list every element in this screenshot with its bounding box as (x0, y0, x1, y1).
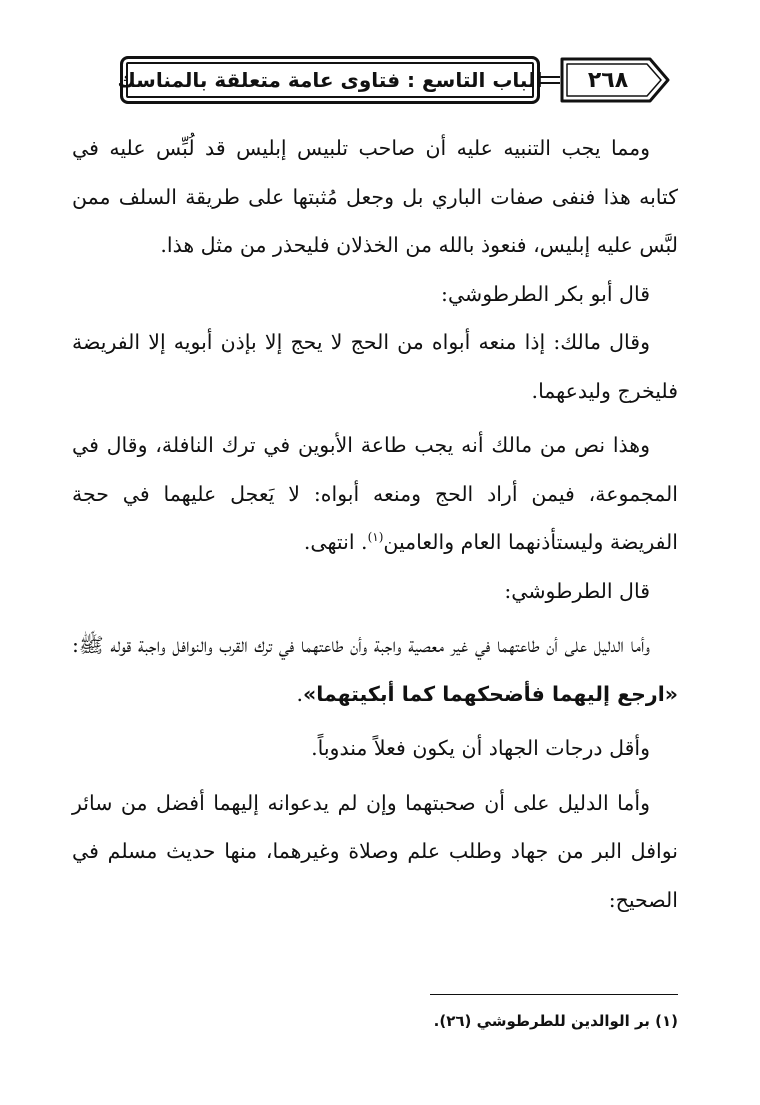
page-number-box (558, 56, 674, 104)
paragraph-4: وهذا نص من مالك أنه يجب طاعة الأبوين في ترك النافلة، وقال في المجموعة، فيمن أراد الحج ومنعه أبواه: لا يَعجل عليهما في حجة الفريضة وليستأذنهما العام والعامين$^{(١)}$. انتهى. (72, 433, 678, 554)
paragraph-6: وأما الدليل على أن طاعتهما في غير معصية واجبة وأن طاعتهما في ترك القرب والنوافل واجبة قوله ﷺ: «ارجع إليهما فأضحكهما كما أبكيتهما». (72, 633, 678, 706)
paragraph-5: قال الطرطوشي: (504, 578, 650, 603)
page-header (117, 56, 676, 108)
header-connector (540, 76, 560, 84)
body-text (72, 124, 678, 924)
paragraph-1: ومما يجب التنبيه عليه أن صاحب تلبيس إبليس قد لُبِّس عليه في كتابه هذا فنفى صفات الباري بل وجعل مُثبتها على طريقة السلف ممن لبَّس عليه إبليس، فنعوذ بالله من الخذلان فليحذر من مثل هذا. (72, 136, 678, 257)
paragraph-2: قال أبو بكر الطرطوشي: (441, 281, 650, 306)
page-number: ٢٦٨ (587, 67, 629, 93)
paragraph-7: وأقل درجات الجهاد أن يكون فعلاً مندوباً. (311, 736, 650, 760)
chapter-title: الباب التاسع : فتاوى عامة متعلقة بالمناسك (117, 68, 543, 92)
footnote-divider (430, 994, 678, 995)
footnote: (١) بر الوالدين للطرطوشي (٢٦). (433, 1012, 678, 1030)
chapter-title-box (117, 56, 543, 104)
paragraph-3: وقال مالك: إذا منعه أبواه من الحج لا يحج إلا بإذن أبويه إلا الفريضة فليخرج وليدعهما. (72, 330, 678, 403)
hadith-quote: «ارجع إليهما فأضحكهما كما أبكيتهما» (302, 681, 678, 706)
paragraph-8: وأما الدليل على أن صحبتهما وإن لم يدعوانه إليهما أفضل من سائر نوافل البر من جهاد وطلب علم وصلاة وغيرهما، منها حديث مسلم في الصحيح: (72, 790, 678, 912)
footnote-ref[interactable]: (١) (367, 530, 384, 545)
